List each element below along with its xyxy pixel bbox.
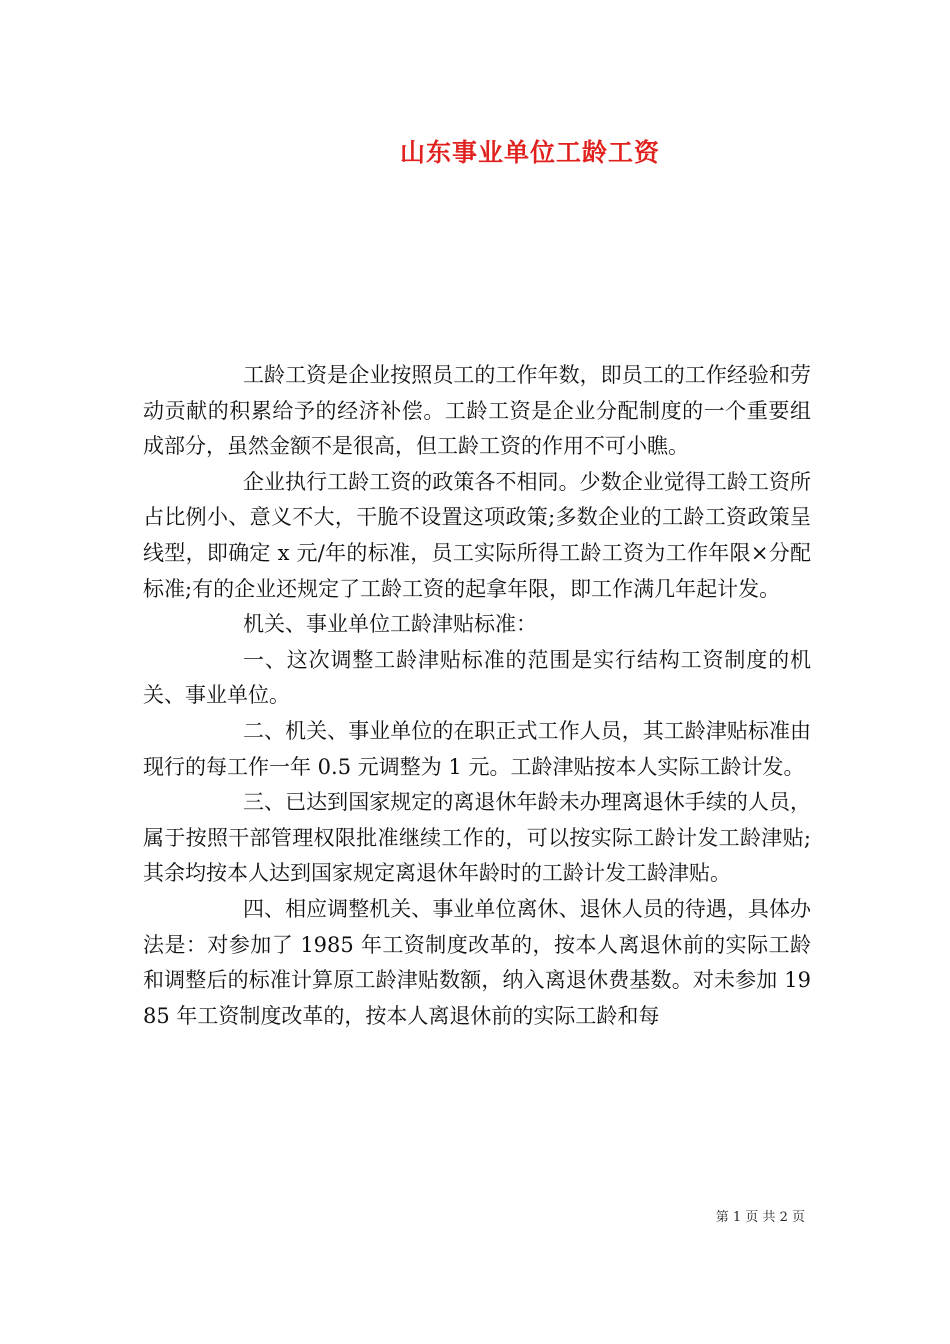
- paragraph-item-3: 三、已达到国家规定的离退休年龄未办理离退休手续的人员，属于按照干部管理权限批准继续工作的，可以按实际工龄计发工龄津贴;其余均按本人达到国家规定离退休年龄时的工龄计发工龄津贴。: [143, 790, 811, 886]
- paragraph-item-2: 二、机关、事业单位的在职正式工作人员，其工龄津贴标准由现行的每工作一年 0.5 元调整为 1 元。工龄津贴按本人实际工龄计发。: [143, 718, 811, 779]
- paragraph-standard-heading: 机关、事业单位工龄津贴标准：: [243, 612, 537, 637]
- paragraph-intro: 工龄工资是企业按照员工的工作年数，即员工的工作经验和劳动贡献的积累给予的经济补偿。工龄工资是企业分配制度的一个重要组成部分，虽然金额不是很高，但工龄工资的作用不可小瞧。: [143, 363, 811, 459]
- paragraph-item-4: 四、相应调整机关、事业单位离休、退休人员的待遇，具体办法是：对参加了 1985 年工资制度改革的，按本人离退休前的实际工龄和调整后的标准计算原工龄津贴数额，纳入离退休费基数。对未参加 1985 年工资制度改革的，按本人离退休前的实际工龄和每: [143, 896, 811, 1028]
- paragraph-policy: 企业执行工龄工资的政策各不相同。少数企业觉得工龄工资所占比例小、意义不大，干脆不设置这项政策;多数企业的工龄工资政策呈线型，即确定 x 元/年的标准，员工实际所得工龄工资为工作年限×分配标准;有的企业还规定了工龄工资的起拿年限，即工作满几年起计发。: [143, 469, 811, 601]
- paragraph-item-1: 一、这次调整工龄津贴标准的范围是实行结构工资制度的机关、事业单位。: [143, 647, 811, 708]
- document-body: [143, 358, 811, 1034]
- page-number: 第 1 页 共 2 页: [715, 1210, 805, 1225]
- document-title: 山东事业单位工龄工资: [399, 138, 660, 167]
